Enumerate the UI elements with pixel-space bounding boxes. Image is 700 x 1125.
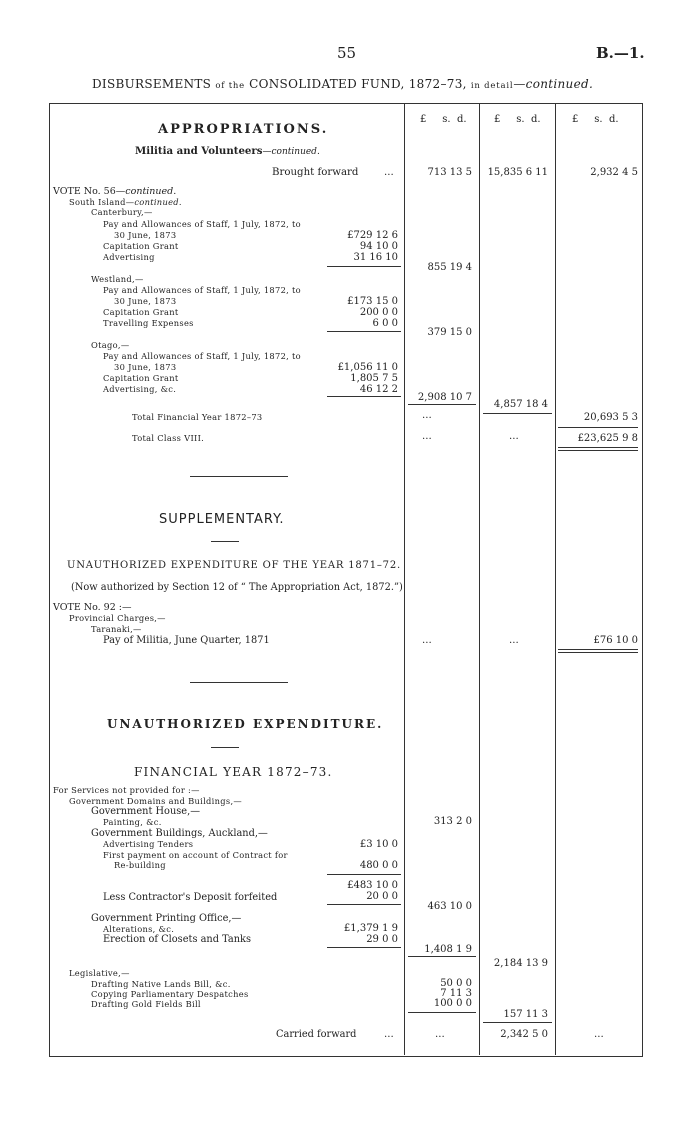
rule bbox=[408, 1012, 476, 1013]
line-item: Advertising bbox=[103, 252, 155, 262]
line-item: Pay and Allowances of Staff, 1 July, 1872, to bbox=[103, 219, 301, 229]
dots: ... bbox=[384, 1029, 394, 1040]
unauthorized-title: UNAUTHORIZED EXPENDITURE. bbox=[107, 717, 384, 731]
rule bbox=[558, 427, 638, 428]
amount: 31 16 10 bbox=[353, 252, 398, 263]
otago-heading: Otago,— bbox=[91, 340, 130, 350]
line-item: Drafting Native Lands Bill, &c. bbox=[91, 979, 231, 989]
for-services-heading: For Services not provided for :— bbox=[53, 785, 200, 795]
south-island-heading: South Island—continued. bbox=[69, 197, 182, 207]
col-header: £ s. d. bbox=[494, 114, 541, 125]
running-title-in-detail: in detail bbox=[470, 81, 514, 91]
line-item: Copying Parliamentary Despatches bbox=[91, 989, 249, 999]
dots: ... bbox=[435, 1029, 445, 1040]
amount: 1,805 7 5 bbox=[350, 373, 398, 384]
amount: £1,379 1 9 bbox=[343, 923, 398, 934]
dots: ... bbox=[594, 1029, 604, 1040]
line-item: Pay and Allowances of Staff, 1 July, 1872, to bbox=[103, 285, 301, 295]
total-financial-year-label: Total Financial Year 1872–73 bbox=[132, 412, 263, 422]
amount: 100 0 0 bbox=[433, 998, 472, 1009]
gov-buildings-heading: Government Buildings, Auckland,— bbox=[91, 828, 268, 839]
line-item: Less Contractor's Deposit forfeited bbox=[103, 892, 278, 903]
line-item: First payment on account of Contract for bbox=[103, 850, 288, 860]
line-item: 30 June, 1873 bbox=[114, 230, 177, 240]
auckland-total: 463 10 0 bbox=[427, 901, 472, 912]
westland-total: 379 15 0 bbox=[427, 327, 472, 338]
amount: 20 0 0 bbox=[366, 891, 398, 902]
domains-total: 2,184 13 9 bbox=[493, 958, 548, 969]
amount: 480 0 0 bbox=[359, 860, 398, 871]
brought-forward-label: Brought forward bbox=[272, 167, 359, 178]
line-item: Pay of Militia, June Quarter, 1871 bbox=[103, 635, 270, 646]
rule bbox=[558, 649, 638, 650]
amount: £483 10 0 bbox=[347, 880, 398, 891]
printing-office-heading: Government Printing Office,— bbox=[91, 913, 242, 924]
dots: ... bbox=[509, 635, 519, 646]
amount: 50 0 0 bbox=[440, 978, 472, 989]
militia-heading: Militia and Volunteers—continued. bbox=[135, 145, 320, 157]
rule bbox=[211, 541, 239, 542]
line-item: Pay and Allowances of Staff, 1 July, 1872, to bbox=[103, 351, 301, 361]
dots: ... bbox=[422, 635, 432, 646]
column-divider bbox=[479, 103, 480, 1055]
amount: £3 10 0 bbox=[359, 839, 398, 850]
now-authorized-note: (Now authorized by Section 12 of “ The Appropriation Act, 1872.”) bbox=[71, 582, 403, 593]
amount: 6 0 0 bbox=[372, 318, 398, 329]
rule bbox=[327, 874, 401, 875]
unauthorized-1871-heading: UNAUTHORIZED EXPENDITURE OF THE YEAR 1871–72. bbox=[67, 560, 401, 571]
brought-forward-col3: 2,932 4 5 bbox=[590, 167, 638, 178]
amount: £1,056 11 0 bbox=[337, 362, 398, 373]
rule bbox=[408, 404, 476, 405]
legislative-total: 157 11 3 bbox=[503, 1009, 548, 1020]
rule bbox=[327, 396, 401, 397]
running-title-part1: DISBURSEMENTS bbox=[92, 77, 212, 91]
rule bbox=[483, 413, 552, 414]
line-item: Painting, &c. bbox=[103, 817, 162, 827]
appropriations-title: APPROPRIATIONS. bbox=[158, 122, 329, 137]
line-item: Re-building bbox=[114, 860, 166, 870]
amount: £173 15 0 bbox=[347, 296, 398, 307]
amount: 29 0 0 bbox=[366, 934, 398, 945]
rule bbox=[558, 450, 638, 451]
amount: 7 11 3 bbox=[440, 988, 472, 999]
vote-92-heading: VOTE No. 92 :— bbox=[53, 602, 132, 613]
rule bbox=[327, 266, 401, 267]
page-number: 55 bbox=[337, 44, 357, 62]
brought-forward-col2: 15,835 6 11 bbox=[487, 167, 548, 178]
brought-forward-col1: 713 13 5 bbox=[427, 167, 472, 178]
carried-forward-label: Carried forward bbox=[276, 1029, 357, 1040]
rule bbox=[483, 1022, 552, 1023]
col-header: £ s. d. bbox=[572, 114, 619, 125]
rule bbox=[327, 331, 401, 332]
running-title-continued: —continued. bbox=[513, 77, 594, 91]
provincial-charges-heading: Provincial Charges,— bbox=[69, 613, 166, 623]
line-item: Drafting Gold Fields Bill bbox=[91, 999, 201, 1009]
taranaki-heading: Taranaki,— bbox=[91, 624, 142, 634]
column-divider bbox=[555, 103, 556, 1055]
canterbury-total: 855 19 4 bbox=[427, 262, 472, 273]
amount: 200 0 0 bbox=[359, 307, 398, 318]
line-item: Capitation Grant bbox=[103, 241, 179, 251]
line-item: 30 June, 1873 bbox=[114, 296, 177, 306]
vote-56-heading: VOTE No. 56—continued. bbox=[53, 186, 177, 197]
painting-value: 313 2 0 bbox=[433, 816, 472, 827]
gov-domains-heading: Government Domains and Buildings,— bbox=[69, 796, 242, 806]
section-divider bbox=[190, 476, 288, 477]
otago-total: 2,908 10 7 bbox=[417, 392, 472, 403]
line-item: Advertising, &c. bbox=[103, 384, 177, 394]
dots: ... bbox=[509, 431, 519, 442]
financial-year-title: FINANCIAL YEAR 1872–73. bbox=[134, 765, 333, 779]
rule bbox=[558, 652, 638, 653]
pay-militia-value: £76 10 0 bbox=[593, 635, 638, 646]
canterbury-heading: Canterbury,— bbox=[91, 207, 153, 217]
total-financial-year-value: 20,693 5 3 bbox=[583, 412, 638, 423]
rule bbox=[327, 904, 401, 905]
rule bbox=[558, 447, 638, 448]
gov-house-heading: Government House,— bbox=[91, 806, 200, 817]
column-divider bbox=[404, 103, 405, 1055]
amount: 46 12 2 bbox=[359, 384, 398, 395]
westland-heading: Westland,— bbox=[91, 274, 144, 284]
amount: £729 12 6 bbox=[347, 230, 398, 241]
dots: ... bbox=[422, 410, 432, 421]
supplementary-title: SUPPLEMENTARY. bbox=[159, 512, 285, 527]
running-title-part2: CONSOLIDATED FUND, 1872–73, bbox=[249, 77, 467, 91]
rule bbox=[408, 956, 476, 957]
dots: ... bbox=[384, 167, 394, 178]
line-item: Alterations, &c. bbox=[103, 924, 175, 934]
vote-56-total: 4,857 18 4 bbox=[493, 399, 548, 410]
line-item: Advertising Tenders bbox=[103, 839, 194, 849]
col-header: £ s. d. bbox=[420, 114, 467, 125]
legislative-heading: Legislative,— bbox=[69, 968, 130, 978]
line-item: Capitation Grant bbox=[103, 373, 179, 383]
document-code: B.—1. bbox=[596, 44, 645, 62]
line-item: Travelling Expenses bbox=[103, 318, 194, 328]
line-item: Erection of Closets and Tanks bbox=[103, 934, 252, 945]
total-class-label: Total Class VIII. bbox=[132, 433, 205, 443]
rule bbox=[211, 747, 239, 748]
line-item: Capitation Grant bbox=[103, 307, 179, 317]
total-class-value: £23,625 9 8 bbox=[577, 433, 638, 444]
running-title-of-the: of the bbox=[215, 81, 246, 91]
running-title bbox=[92, 77, 593, 91]
dots: ... bbox=[422, 431, 432, 442]
carried-forward-value: 2,342 5 0 bbox=[500, 1029, 548, 1040]
line-item: 30 June, 1873 bbox=[114, 362, 177, 372]
rule bbox=[327, 947, 401, 948]
printing-office-total: 1,408 1 9 bbox=[424, 944, 472, 955]
amount: 94 10 0 bbox=[359, 241, 398, 252]
section-divider bbox=[190, 682, 288, 683]
